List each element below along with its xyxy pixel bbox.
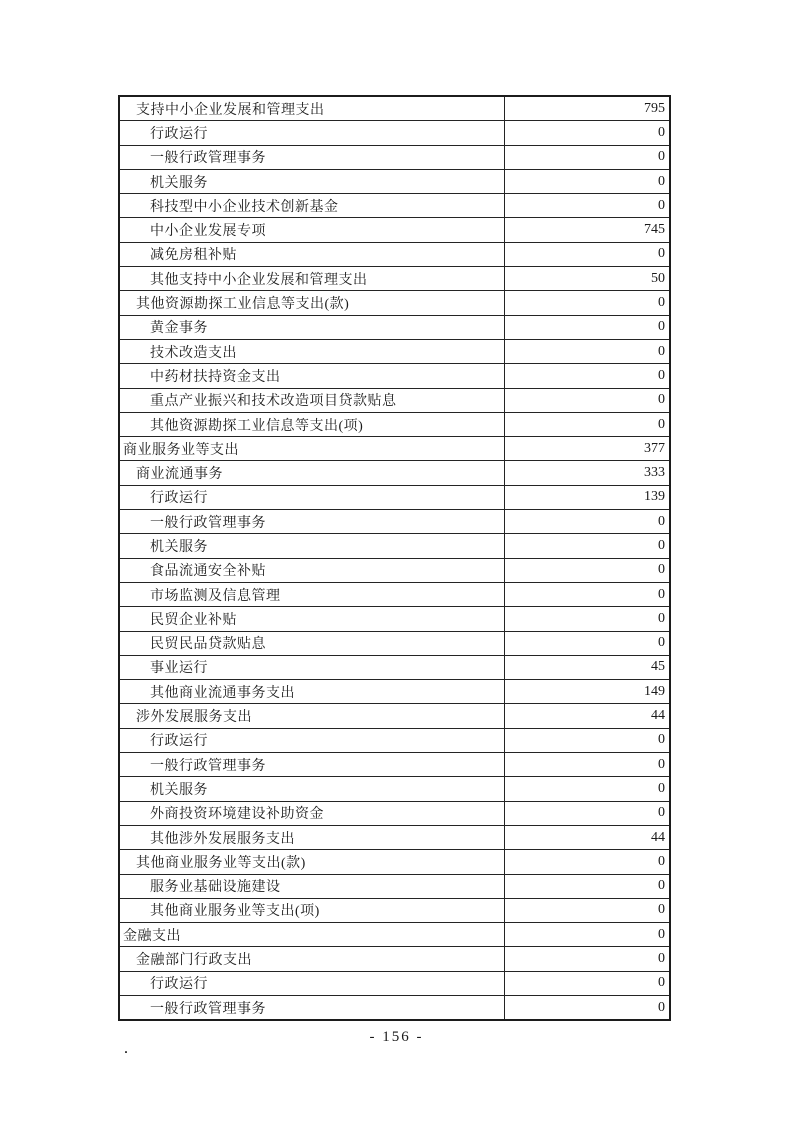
amount-cell: 0 — [504, 802, 669, 825]
item-name-cell: 行政运行 — [150, 734, 208, 750]
table-row — [120, 364, 669, 388]
table-row — [120, 510, 669, 534]
table-row — [120, 632, 669, 656]
item-name-cell: 市场监测及信息管理 — [150, 588, 281, 604]
budget-expenditure-table — [118, 95, 671, 1021]
table-row — [120, 704, 669, 728]
item-name-cell: 其他涉外发展服务支出 — [150, 831, 295, 847]
table-row — [120, 826, 669, 850]
item-name-cell: 技术改造支出 — [150, 345, 237, 361]
amount-cell: 0 — [504, 510, 669, 533]
item-name-cell: 事业运行 — [150, 661, 208, 677]
amount-cell: 0 — [504, 291, 669, 314]
table-row — [120, 729, 669, 753]
amount-cell: 0 — [504, 753, 669, 776]
amount-cell: 0 — [504, 316, 669, 339]
table-row — [120, 291, 669, 315]
table-row — [120, 680, 669, 704]
table-row — [120, 170, 669, 194]
item-name-cell: 外商投资环境建设补助资金 — [150, 807, 324, 823]
table-row — [120, 850, 669, 874]
table-row — [120, 534, 669, 558]
amount-cell: 0 — [504, 340, 669, 363]
table-row — [120, 437, 669, 461]
table-row — [120, 923, 669, 947]
amount-cell: 0 — [504, 923, 669, 946]
table-row — [120, 340, 669, 364]
amount-cell: 0 — [504, 170, 669, 193]
item-name-cell: 机关服务 — [150, 175, 208, 191]
item-name-cell: 商业服务业等支出 — [123, 442, 239, 458]
amount-cell: 0 — [504, 947, 669, 970]
item-name-cell: 中药材扶持资金支出 — [150, 369, 281, 385]
table-row — [120, 875, 669, 899]
table-row — [120, 753, 669, 777]
amount-cell: 377 — [504, 437, 669, 460]
amount-cell: 0 — [504, 534, 669, 557]
table-row — [120, 486, 669, 510]
table-row — [120, 947, 669, 971]
table-row — [120, 146, 669, 170]
table-row — [120, 607, 669, 631]
item-name-cell: 其他资源勘探工业信息等支出(款) — [136, 297, 350, 313]
item-name-cell: 金融部门行政支出 — [136, 953, 252, 969]
item-name-cell: 服务业基础设施建设 — [150, 880, 281, 896]
stray-dot-mark: . — [124, 1040, 128, 1057]
item-name-cell: 其他商业流通事务支出 — [150, 685, 295, 701]
amount-cell: 333 — [504, 461, 669, 484]
amount-cell: 149 — [504, 680, 669, 703]
table-row — [120, 243, 669, 267]
table-row — [120, 461, 669, 485]
item-name-cell: 减免房租补贴 — [150, 248, 237, 264]
table-row — [120, 802, 669, 826]
table-row — [120, 583, 669, 607]
table-row — [120, 121, 669, 145]
page-number: - 156 - — [369, 1029, 424, 1045]
item-name-cell: 行政运行 — [150, 491, 208, 507]
item-name-cell: 商业流通事务 — [136, 467, 223, 483]
item-name-cell: 科技型中小企业技术创新基金 — [150, 199, 339, 215]
item-name-cell: 行政运行 — [150, 977, 208, 993]
table-row — [120, 194, 669, 218]
item-name-cell: 一般行政管理事务 — [150, 515, 266, 531]
amount-cell: 745 — [504, 218, 669, 241]
amount-cell: 0 — [504, 559, 669, 582]
amount-cell: 0 — [504, 899, 669, 922]
table-row — [120, 413, 669, 437]
table-row — [120, 389, 669, 413]
item-name-cell: 一般行政管理事务 — [150, 151, 266, 167]
item-name-cell: 其他商业服务业等支出(款) — [136, 855, 306, 871]
amount-cell: 0 — [504, 972, 669, 995]
item-name-cell: 涉外发展服务支出 — [136, 710, 252, 726]
amount-cell: 0 — [504, 607, 669, 630]
amount-cell: 795 — [504, 97, 669, 120]
item-name-cell: 机关服务 — [150, 782, 208, 798]
amount-cell: 0 — [504, 243, 669, 266]
item-name-cell: 重点产业振兴和技术改造项目贷款贴息 — [150, 394, 397, 410]
item-name-cell: 金融支出 — [123, 928, 181, 944]
amount-cell: 0 — [504, 583, 669, 606]
item-name-cell: 黄金事务 — [150, 321, 208, 337]
amount-cell: 0 — [504, 413, 669, 436]
amount-cell: 0 — [504, 121, 669, 144]
amount-cell: 0 — [504, 146, 669, 169]
amount-cell: 44 — [504, 704, 669, 727]
item-name-cell: 其他资源勘探工业信息等支出(项) — [150, 418, 364, 434]
item-name-cell: 机关服务 — [150, 539, 208, 555]
table-row — [120, 996, 669, 1019]
item-name-cell: 食品流通安全补贴 — [150, 564, 266, 580]
table-row — [120, 218, 669, 242]
amount-cell: 0 — [504, 875, 669, 898]
amount-cell: 0 — [504, 996, 669, 1019]
table-row — [120, 972, 669, 996]
amount-cell: 44 — [504, 826, 669, 849]
amount-cell: 0 — [504, 389, 669, 412]
table-row — [120, 97, 669, 121]
amount-cell: 0 — [504, 364, 669, 387]
amount-cell: 0 — [504, 632, 669, 655]
amount-cell: 0 — [504, 777, 669, 800]
amount-cell: 45 — [504, 656, 669, 679]
item-name-cell: 支持中小企业发展和管理支出 — [136, 102, 325, 118]
amount-cell: 50 — [504, 267, 669, 290]
item-name-cell: 其他支持中小企业发展和管理支出 — [150, 272, 368, 288]
item-name-cell: 一般行政管理事务 — [150, 1001, 266, 1017]
item-name-cell: 民贸企业补贴 — [150, 612, 237, 628]
amount-cell: 139 — [504, 486, 669, 509]
item-name-cell: 其他商业服务业等支出(项) — [150, 904, 320, 920]
table-row — [120, 559, 669, 583]
table-row — [120, 899, 669, 923]
item-name-cell: 一般行政管理事务 — [150, 758, 266, 774]
item-name-cell: 中小企业发展专项 — [150, 224, 266, 240]
amount-cell: 0 — [504, 194, 669, 217]
table-row — [120, 267, 669, 291]
table-row — [120, 656, 669, 680]
item-name-cell: 民贸民品贷款贴息 — [150, 637, 266, 653]
amount-cell: 0 — [504, 850, 669, 873]
amount-cell: 0 — [504, 729, 669, 752]
item-name-cell: 行政运行 — [150, 126, 208, 142]
table-row — [120, 316, 669, 340]
table-row — [120, 777, 669, 801]
